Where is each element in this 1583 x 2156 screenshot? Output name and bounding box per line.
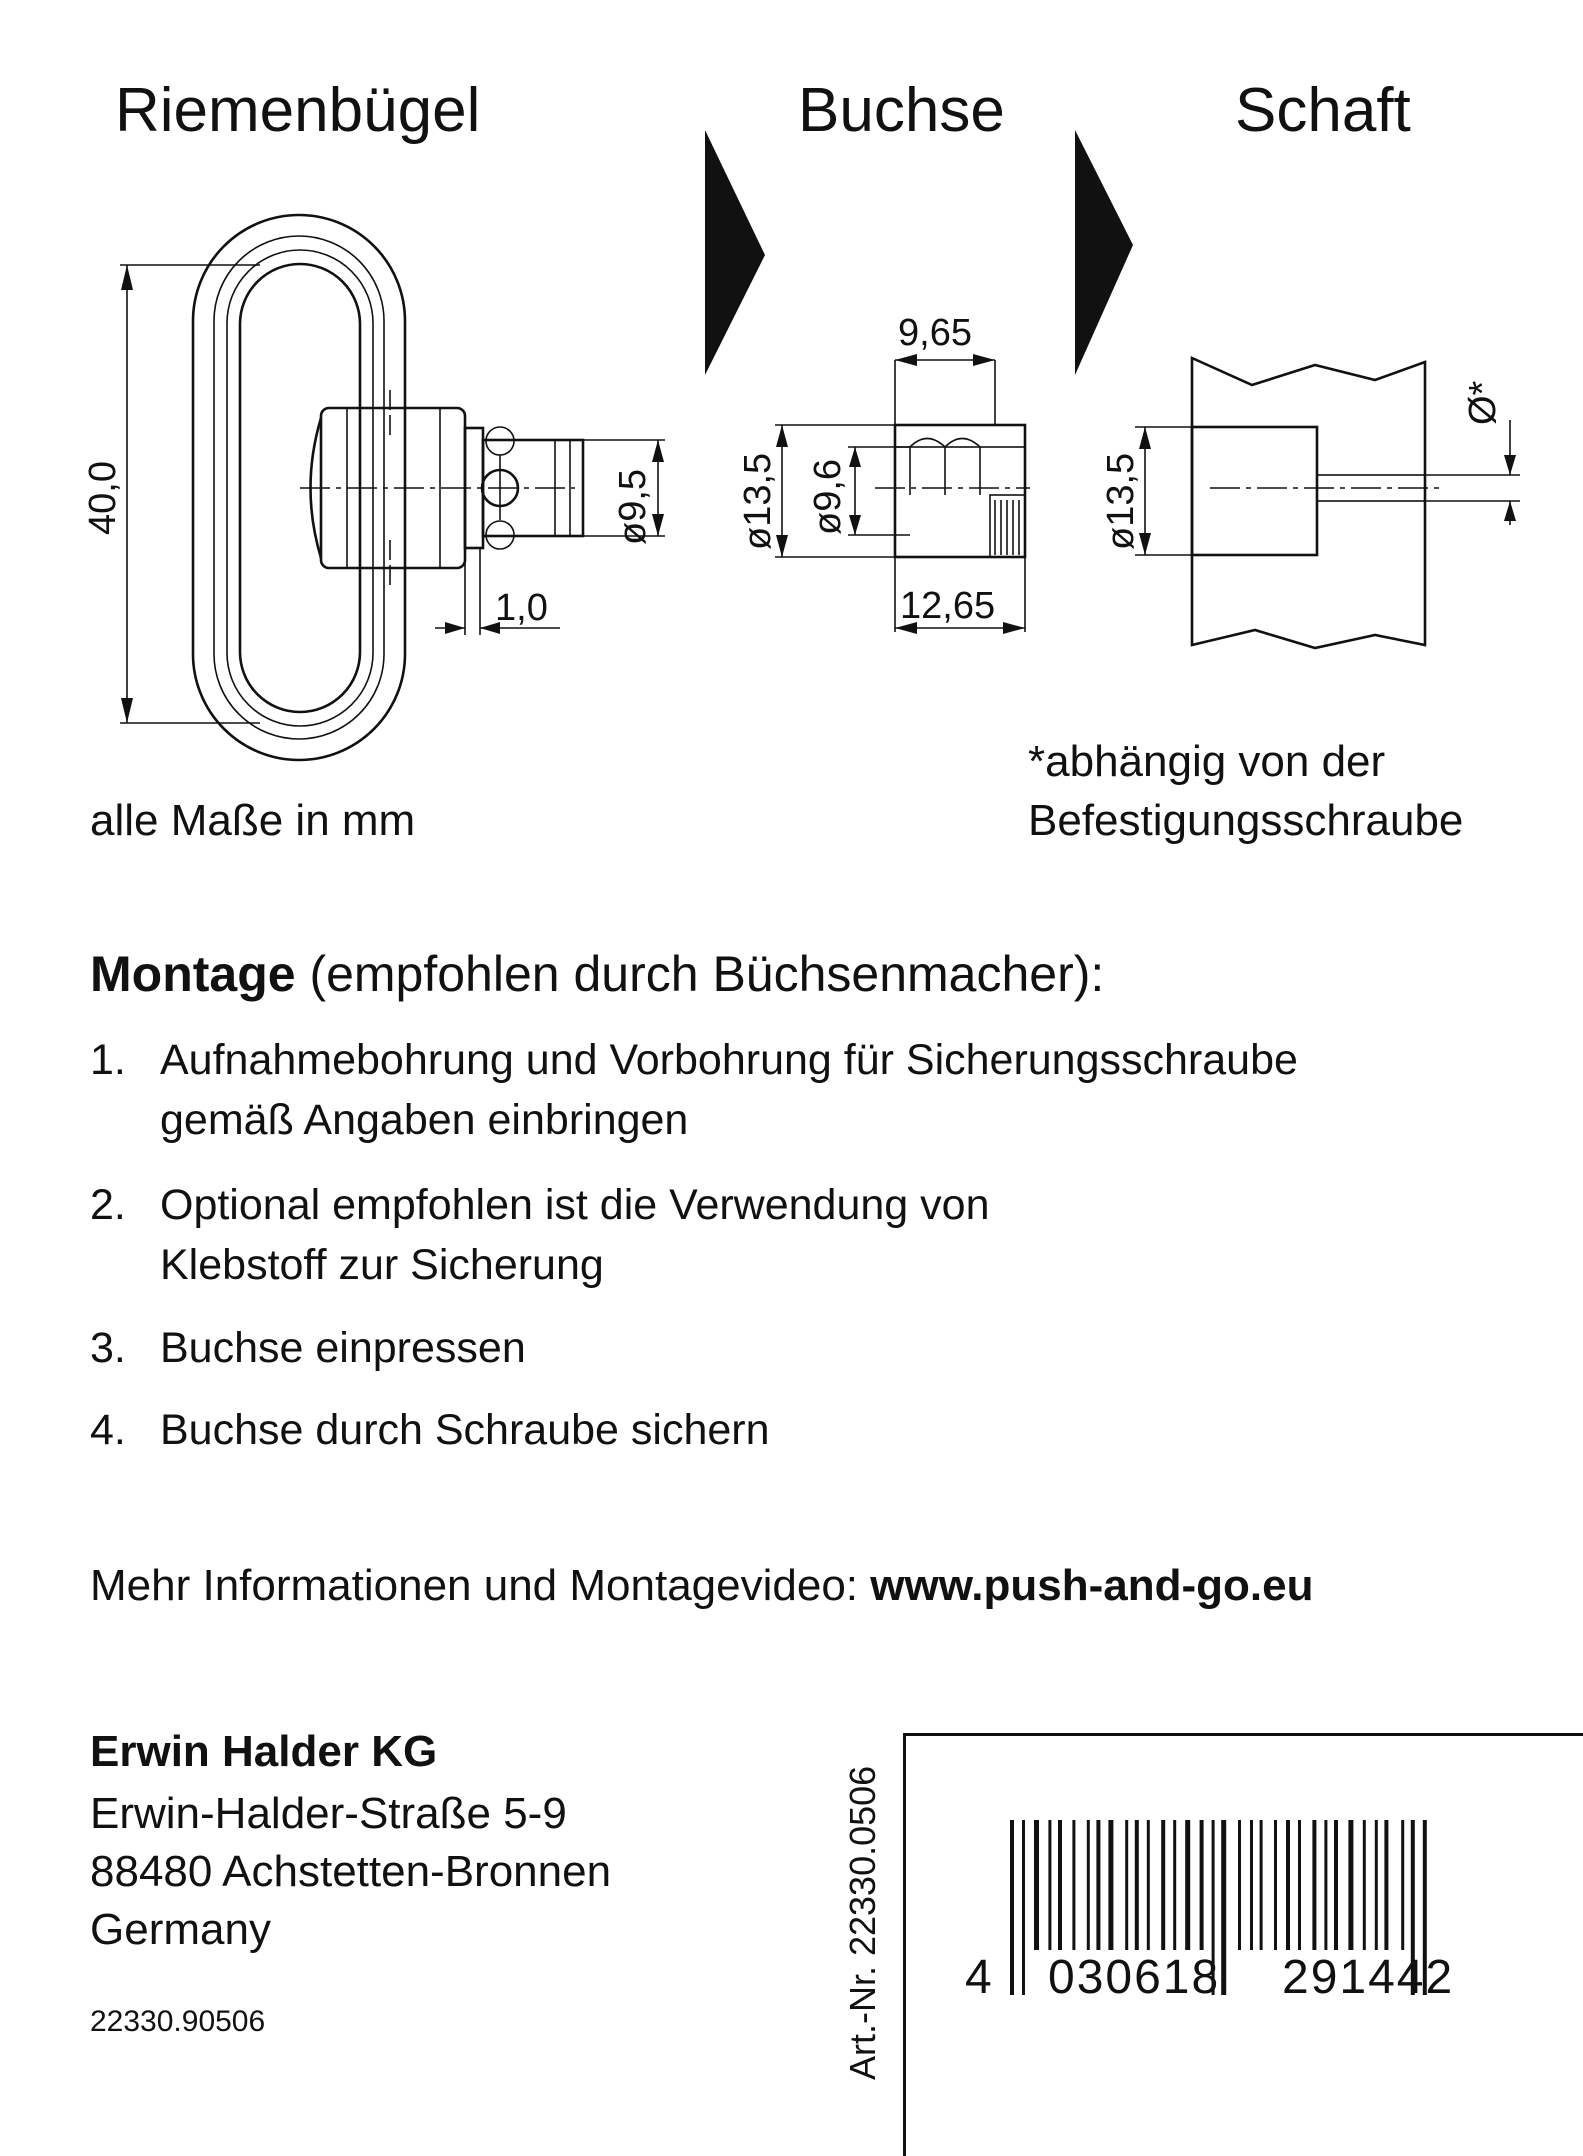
heading-buchse: Buchse (798, 76, 1005, 145)
step-number: 3. (90, 1324, 126, 1372)
barcode-bar (1274, 1820, 1277, 1950)
dim-bush-width-top-label: 9,65 (898, 312, 972, 354)
step-text: Buchse durch Schraube sichern (160, 1406, 770, 1454)
technical-drawing (0, 0, 1583, 780)
barcode-bar (1087, 1820, 1090, 1950)
step-text: Buchse einpressen (160, 1324, 526, 1372)
dim-bush-width-bottom-label: 12,65 (900, 585, 996, 627)
heading-schaft: Schaft (1235, 76, 1411, 145)
company-country: Germany (90, 1905, 271, 1954)
dim-screw-diameter-label: Ø* (1462, 380, 1504, 425)
barcode-bar (1298, 1820, 1301, 1950)
company-name: Erwin Halder KG (90, 1727, 438, 1776)
barcode-bar (1161, 1820, 1165, 1950)
barcode-bar (1384, 1820, 1388, 1950)
barcode-bar (1185, 1820, 1190, 1950)
footnote-line-2: Befestigungsschraube (1028, 796, 1464, 845)
info-line (90, 1557, 1313, 1614)
company-code: 22330.90506 (90, 2005, 266, 2038)
barcode-bar (1250, 1820, 1253, 1950)
barcode-bar (1221, 1820, 1226, 1995)
barcode-bar (1363, 1820, 1366, 1950)
montage-title (90, 945, 1104, 1003)
barcode-bar (1286, 1820, 1290, 1950)
dim-gap-label: 1,0 (495, 587, 548, 629)
dim-bush-outer-label: ø13,5 (737, 452, 779, 550)
arrow-separator-2 (1075, 130, 1133, 375)
barcode-bar (1375, 1820, 1378, 1950)
barcode-bar (1324, 1820, 1327, 1950)
barcode-bar (1334, 1820, 1338, 1950)
barcode-bar (1010, 1820, 1014, 1995)
dim-bush-inner-label: ø9,6 (807, 458, 849, 535)
dim-shaft-bore-label: ø13,5 (1100, 452, 1142, 550)
barcode-bar (1125, 1820, 1128, 1950)
barcode-digit-first: 4 (965, 1951, 992, 2004)
units-note: alle Maße in mm (90, 796, 416, 845)
barcode-bar (1135, 1820, 1139, 1950)
barcode-bar (1200, 1820, 1204, 1950)
barcode-bar (1048, 1820, 1051, 1950)
barcode-bar (1072, 1820, 1075, 1950)
montage-title-rest: (empfohlen durch Büchsenmacher): (295, 946, 1105, 1002)
barcode-bar (1022, 1820, 1025, 1995)
step-text: Optional empfohlen ist die Verwendung von Klebstoff zur Sicherung (160, 1181, 990, 1289)
barcode-bar (1108, 1820, 1113, 1950)
barcode-bar (1348, 1820, 1353, 1950)
barcode-bar (1401, 1820, 1404, 1950)
dim-length-label: 40,0 (82, 461, 124, 535)
company-street: Erwin-Halder-Straße 5-9 (90, 1789, 567, 1838)
barcode-bar (1058, 1820, 1062, 1950)
barcode-bar (1147, 1820, 1150, 1950)
barcode-group-right: 291442 (1282, 1951, 1455, 2004)
step-text: Aufnahmebohrung und Vorbohrung für Sicherungsschraube gemäß Angaben einbringen (160, 1036, 1298, 1144)
step-number: 4. (90, 1406, 126, 1454)
barcode-bar (1312, 1820, 1316, 1950)
barcode-bar (1096, 1820, 1100, 1950)
info-text: Mehr Informationen und Montagevideo: (90, 1561, 871, 1610)
dim-pin-diameter-label: ø9,5 (612, 468, 654, 545)
barcode-bar (1260, 1820, 1263, 1950)
barcode-bar (1034, 1820, 1039, 1950)
heading-riemenbuegel: Riemenbügel (115, 76, 481, 145)
barcode-bar (1173, 1820, 1176, 1950)
step-number: 1. (90, 1036, 126, 1084)
barcode-group-left: 030618 (1048, 1951, 1221, 2004)
riemenbuegel-drawing (120, 215, 665, 760)
website-link[interactable]: www.push-and-go.eu (870, 1561, 1314, 1610)
company-city: 88480 Achstetten-Bronnen (90, 1847, 612, 1896)
article-number: Art.-Nr. 22330.0506 (842, 1765, 883, 2080)
montage-title-bold: Montage (90, 946, 296, 1002)
footnote-line-1: *abhängig von der (1028, 737, 1386, 786)
step-number: 2. (90, 1181, 126, 1229)
arrow-separator-1 (705, 130, 765, 375)
barcode-bar (1238, 1820, 1241, 1950)
